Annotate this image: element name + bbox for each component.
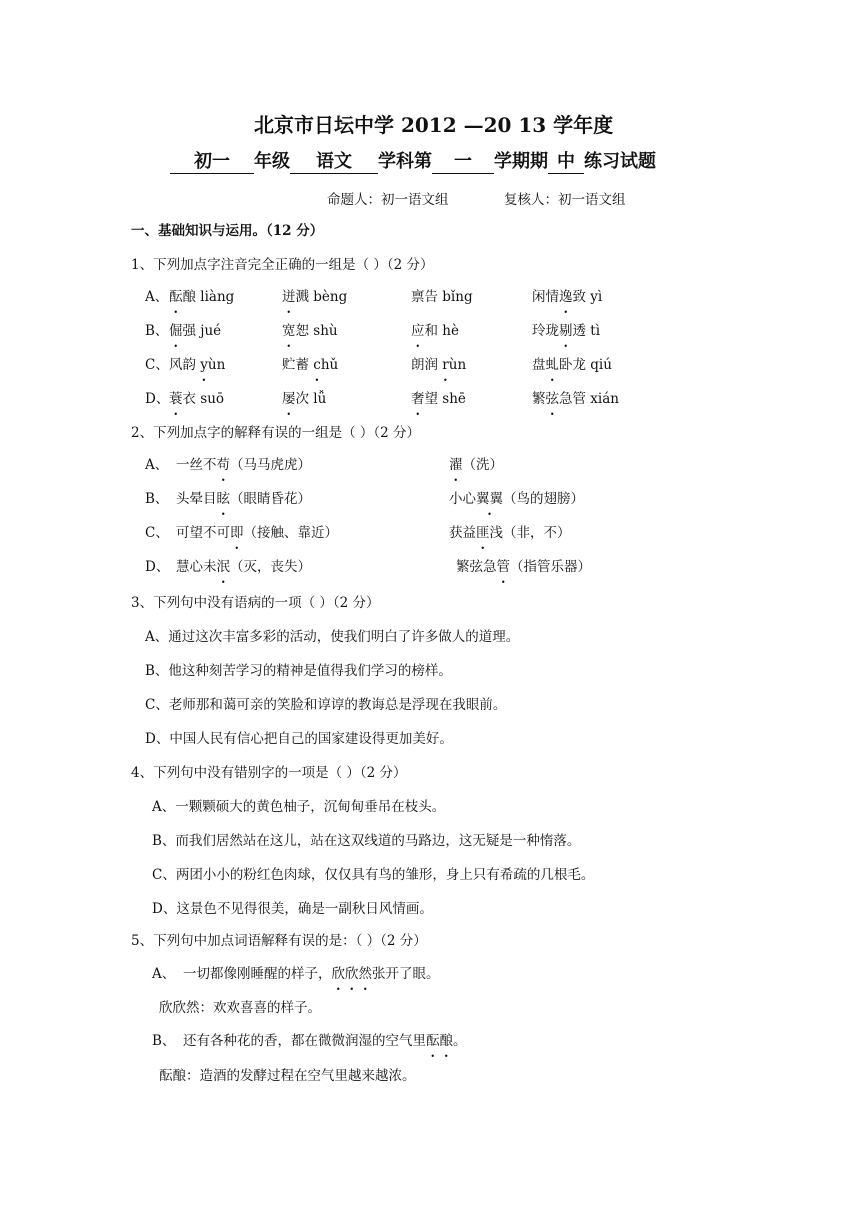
exam-value: 中 bbox=[548, 151, 584, 174]
word-pre: 繁弦急 bbox=[456, 559, 497, 575]
word-pre: 贮 bbox=[282, 357, 296, 373]
term-label: 学期期 bbox=[494, 151, 548, 172]
word-rest: 浅（非，不） bbox=[489, 525, 571, 541]
word-pre: 头晕目 bbox=[176, 491, 217, 507]
q1-option-a-word1 bbox=[169, 288, 234, 306]
q2-option-c-right bbox=[449, 524, 571, 542]
q1-option-a-word2 bbox=[282, 288, 347, 306]
grade-label: 年级 bbox=[254, 151, 290, 172]
dotted-word bbox=[426, 1033, 453, 1049]
word-rest: 溅 bèng bbox=[295, 289, 348, 305]
setter-info: 命题人：初一语文组 bbox=[327, 192, 449, 208]
q2-option-b-right bbox=[449, 490, 584, 508]
dotted-char: 迸 bbox=[282, 289, 296, 305]
q1-option-a-label: A、 bbox=[145, 289, 169, 305]
word-rest: 致 yì bbox=[572, 289, 603, 305]
q1-option-d-word3 bbox=[411, 390, 466, 408]
dotted-char: 蓑 bbox=[169, 391, 183, 407]
q3-option-a: A、通过这次丰富多彩的活动，使我们明白了许多做人的道理。 bbox=[145, 629, 520, 645]
sentence-pre: 还有各种花的香，都在微微润湿的空气里 bbox=[183, 1033, 426, 1049]
q1-option-d-label: D、 bbox=[145, 391, 170, 407]
q1-option-b-word2 bbox=[282, 322, 338, 340]
word-rest: （接触、靠近） bbox=[243, 525, 338, 541]
word-rest: （指管乐器） bbox=[510, 559, 591, 575]
q3-option-b: B、他这种刻苦学习的精神是值得我们学习的榜样。 bbox=[145, 663, 452, 679]
dotted-char: 匪 bbox=[476, 525, 490, 541]
subject-label: 学科第 bbox=[378, 151, 432, 172]
word-rest: 卧龙 qiú bbox=[559, 357, 612, 373]
dotted-char: 剔 bbox=[559, 323, 573, 339]
dotted-char: 酝 bbox=[426, 1033, 440, 1049]
q4-option-c: C、两团小小的粉红色肉球，仅仅具有鸟的雏形，身上只有希疏的几根毛。 bbox=[152, 867, 595, 883]
q1-option-c-word1 bbox=[169, 356, 225, 374]
dotted-char: 润 rùn • bbox=[425, 356, 467, 374]
dotted-char: 倔 bbox=[169, 323, 183, 339]
word-rest: 强 jué bbox=[182, 323, 222, 339]
word-pre: 朗 bbox=[411, 357, 425, 373]
word-pre: 繁 bbox=[532, 391, 546, 407]
q1-option-c-word2 bbox=[282, 356, 338, 374]
question-5-stem: 5、下列句中加点词语解释有误的是：（ ）（2 分） bbox=[131, 933, 427, 949]
word-pre: 闲情 bbox=[532, 289, 559, 305]
dotted-char: 翼翼 bbox=[476, 491, 503, 507]
document-title: 北京市日坛中学 2012 —20 13 学年度 bbox=[254, 113, 614, 137]
word-pre: 风 bbox=[169, 357, 183, 373]
dotted-char: 屡 bbox=[282, 391, 296, 407]
q1-option-b-word3 bbox=[411, 322, 459, 340]
dotted-char: 虬 bbox=[545, 357, 559, 373]
q2-option-c-left bbox=[176, 524, 338, 542]
q4-option-a: A、一颗颗硕大的黄色柚子，沉甸甸垂吊在枝头。 bbox=[152, 799, 446, 815]
word-rest: 衣 suō bbox=[182, 391, 225, 407]
question-3-stem: 3、下列句中没有语病的一项（ ）（2 分） bbox=[131, 595, 380, 611]
dotted-char: 韵 yùn • bbox=[183, 356, 226, 374]
q1-option-c-word3 bbox=[411, 356, 466, 374]
question-4-stem: 4、下列句中没有错别字的一项是（ ）（2 分） bbox=[131, 765, 407, 781]
word-pre: 慧心未 bbox=[176, 559, 217, 575]
word-rest: 次 lǚ bbox=[295, 391, 327, 407]
dotted-char: 眩 bbox=[216, 491, 230, 507]
q5-option-a-sentence bbox=[183, 965, 440, 983]
dotted-char: 即 bbox=[230, 525, 244, 541]
sentence-post: 张开了眼。 bbox=[372, 966, 440, 982]
q4-option-b: B、而我们居然站在这儿，站在这双线道的马路边，这无疑是一种惰落。 bbox=[152, 833, 581, 849]
q3-option-d: D、中国人民有信心把自己的国家建设得更加美好。 bbox=[145, 731, 453, 747]
dotted-char: 逸 bbox=[559, 289, 573, 305]
q3-option-c: C、老师那和蔼可亲的笑脸和谆谆的教诲总是浮现在我眼前。 bbox=[145, 697, 507, 713]
word-rest: （鸟的翅膀） bbox=[503, 491, 584, 507]
word-rest: 禀告 bǐng bbox=[411, 289, 473, 305]
reviewer-info: 复核人：初一语文组 bbox=[504, 192, 626, 208]
q1-option-b-label: B、 bbox=[145, 323, 169, 339]
question-2-stem: 2、下列加点字的解释有误的一组是（ ）（2 分） bbox=[131, 425, 421, 441]
word-rest: 酿 liàng bbox=[182, 289, 235, 305]
dotted-char: 蓄 chǔ • bbox=[296, 356, 339, 374]
dotted-char: 奢 bbox=[411, 391, 425, 407]
q1-option-b-word4 bbox=[532, 322, 600, 340]
q2-option-b-left bbox=[176, 490, 311, 508]
q1-option-d-word1 bbox=[169, 390, 224, 408]
q5-option-b-sentence bbox=[183, 1032, 467, 1050]
q2-option-d-right bbox=[456, 558, 591, 576]
word-rest: 透 tì bbox=[572, 323, 601, 339]
q2-option-c-label: C、 bbox=[145, 525, 169, 541]
word-pre: 一丝不 bbox=[176, 457, 217, 473]
term-value: 一 bbox=[432, 151, 494, 174]
word-rest: 望 shē bbox=[424, 391, 466, 407]
dotted-char: 管 bbox=[496, 559, 510, 575]
word-pre: 可望不可 bbox=[176, 525, 230, 541]
word-pre: 盘 bbox=[532, 357, 546, 373]
dotted-char: 酿 bbox=[439, 1033, 453, 1049]
dotted-char: 然 bbox=[358, 966, 372, 982]
exam-label: 练习试题 bbox=[584, 151, 656, 172]
word-rest: 恕 shù bbox=[295, 323, 338, 339]
q1-option-b-word1 bbox=[169, 322, 221, 340]
word-pre: 获益 bbox=[449, 525, 476, 541]
word-rest: 急管 xián bbox=[559, 391, 619, 407]
word-rest: （眼睛昏花） bbox=[230, 491, 311, 507]
exam-subtitle bbox=[170, 150, 656, 174]
subject-value: 语文 bbox=[290, 151, 378, 174]
dotted-char: 苟 bbox=[216, 457, 230, 473]
q5-option-a-note: 欣欣然：欢欢喜喜的样子。 bbox=[159, 1000, 321, 1016]
dotted-char: 欣 bbox=[331, 966, 345, 982]
q5-option-b-note: 酝酿：造酒的发酵过程在空气里越来越浓。 bbox=[159, 1068, 416, 1084]
grade-value: 初一 bbox=[170, 151, 254, 174]
word-rest: 和 hè bbox=[424, 323, 459, 339]
q1-option-a-word4 bbox=[532, 288, 602, 306]
q2-option-a-left bbox=[176, 456, 311, 474]
q1-option-c-word4 bbox=[532, 356, 612, 374]
q2-option-d-left bbox=[176, 558, 311, 576]
dotted-char: 酝 bbox=[169, 289, 183, 305]
dotted-char: 弦 bbox=[545, 391, 559, 407]
q2-option-b-label: B、 bbox=[145, 491, 169, 507]
sentence-pre: 一切都像刚睡醒的样子， bbox=[183, 966, 332, 982]
q1-option-d-word2 bbox=[282, 390, 326, 408]
sentence-post: 。 bbox=[453, 1033, 467, 1049]
word-pre: 小心 bbox=[449, 491, 476, 507]
word-rest: （马马虎虎） bbox=[230, 457, 311, 473]
dotted-char: 宽 bbox=[282, 323, 296, 339]
q1-option-d-word4 bbox=[532, 390, 619, 408]
question-1-stem: 1、下列加点字注音完全正确的一组是（ ）（2 分） bbox=[131, 257, 434, 273]
word-pre: 玲珑 bbox=[532, 323, 559, 339]
dotted-char: 应 bbox=[411, 323, 425, 339]
q5-option-a-label: A、 bbox=[152, 966, 176, 982]
dotted-char: 泯 bbox=[216, 559, 230, 575]
word-rest: （灭，丧失） bbox=[230, 559, 311, 575]
q1-option-a-word3 bbox=[411, 288, 473, 306]
dotted-word bbox=[332, 966, 373, 982]
dotted-char: 濯 bbox=[449, 457, 463, 473]
q4-option-d: D、这景色不见得很美，确是一副秋日风情画。 bbox=[152, 901, 433, 917]
q5-option-b-label: B、 bbox=[152, 1033, 176, 1049]
q1-option-c-label: C、 bbox=[145, 357, 169, 373]
q2-option-d-label: D、 bbox=[145, 559, 170, 575]
q2-option-a-label: A、 bbox=[145, 457, 169, 473]
word-rest: （洗） bbox=[462, 457, 503, 473]
section-heading: 一、基础知识与运用。（12 分） bbox=[131, 223, 324, 239]
dotted-char: 欣 bbox=[345, 966, 359, 982]
q2-option-a-right bbox=[449, 456, 503, 474]
